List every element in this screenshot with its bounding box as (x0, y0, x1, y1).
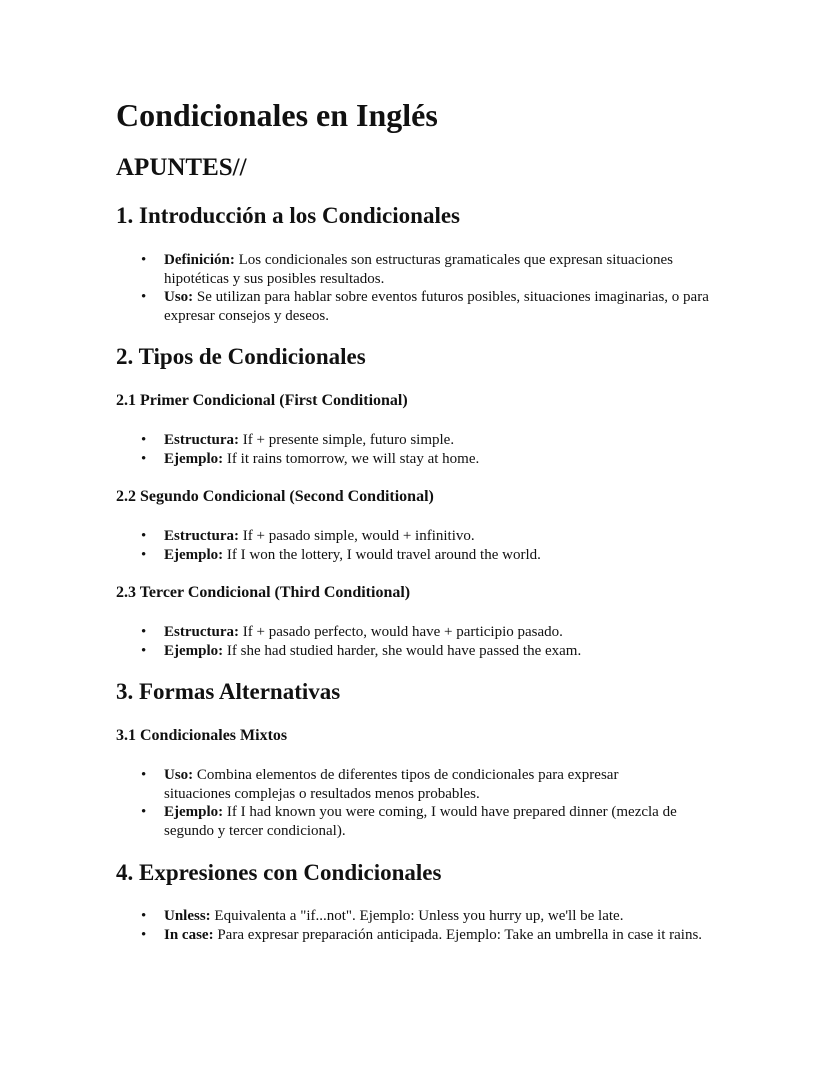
item-text: Se utilizan para hablar sobre eventos futuros posibles, situaciones imaginarias, o para expresar consejos y deseos. (164, 289, 709, 324)
bullet-icon: • (141, 926, 147, 943)
bullet-icon: • (141, 252, 147, 268)
subsection-2-1-heading: 2.1 Primer Condicional (First Conditional) (116, 392, 408, 409)
section-4-list (116, 907, 726, 944)
subsection-2-2-list (116, 527, 726, 564)
item-text: If I won the lottery, I would travel around the world. (223, 546, 541, 563)
subsection-3-1-heading: 3.1 Condicionales Mixtos (116, 727, 288, 744)
item-text: If + presente simple, futuro simple. (239, 432, 455, 448)
subsection-2-3-list (116, 623, 726, 660)
section-3-heading: 3. Formas Alternativas (116, 679, 341, 704)
item-label: Estructura: (164, 624, 239, 640)
item-text: If she had studied harder, she would have passed the exam. (223, 642, 582, 659)
section-2-heading: 2. Tipos de Condicionales (116, 344, 366, 369)
item-label: Ejemplo: (164, 546, 224, 563)
item-text: Para expresar preparación anticipada. Ejemplo: Take an umbrella in case it rains. (213, 926, 703, 943)
item-label: Unless: (164, 908, 211, 924)
section-4-heading: 4. Expresiones con Condicionales (116, 860, 442, 885)
bullet-icon: • (141, 450, 147, 467)
bullet-icon: • (141, 908, 147, 924)
list-item (116, 766, 684, 803)
bullet-icon: • (141, 289, 147, 305)
bullet-icon: • (141, 624, 147, 640)
list-item (116, 546, 724, 565)
list-item (116, 431, 724, 450)
item-label: In case: (164, 926, 214, 943)
item-label: Estructura: (164, 432, 239, 448)
item-text: If I had known you were coming, I would have prepared dinner (mezcla de segundo y tercer condicional). (164, 804, 677, 839)
notes-heading: APUNTES// (116, 154, 247, 181)
bullet-icon: • (141, 767, 147, 783)
bullet-icon: • (141, 642, 147, 659)
section-1-heading: 1. Introducción a los Condicionales (116, 203, 460, 228)
subsection-2-3-heading: 2.3 Tercer Condicional (Third Conditional) (116, 584, 411, 601)
bullet-icon: • (141, 528, 147, 544)
item-label: Definición: (164, 252, 235, 268)
item-text: If + pasado perfecto, would have + participio pasado. (239, 624, 563, 640)
list-item (116, 803, 724, 840)
list-item (116, 251, 704, 288)
bullet-icon: • (141, 546, 147, 563)
item-text: If it rains tomorrow, we will stay at home. (223, 450, 480, 467)
item-label: Uso: (164, 289, 194, 305)
item-text: Equivalenta a "if...not". Ejemplo: Unless you hurry up, we'll be late. (210, 908, 624, 924)
item-label: Estructura: (164, 528, 239, 544)
list-item (116, 623, 724, 642)
bullet-icon: • (141, 804, 147, 820)
subsection-2-1-list (116, 431, 726, 468)
list-item (116, 926, 724, 945)
item-label: Ejemplo: (164, 804, 224, 820)
page-title: Condicionales en Inglés (116, 97, 438, 133)
item-text: Los condicionales son estructuras gramaticales que expresan situaciones hipotéticas y sus posibles resultados. (164, 252, 674, 287)
item-label: Ejemplo: (164, 450, 224, 467)
section-1-list (116, 251, 726, 325)
subsection-2-2-heading: 2.2 Segundo Condicional (Second Conditional) (116, 488, 434, 505)
list-item (116, 642, 724, 661)
list-item (116, 907, 724, 926)
list-item (116, 288, 724, 325)
item-text: Combina elementos de diferentes tipos de condicionales para expresar situaciones complejas o resultados menos probables. (164, 767, 619, 802)
list-item (116, 527, 724, 546)
item-label: Ejemplo: (164, 642, 224, 659)
subsection-3-1-list (116, 766, 726, 840)
bullet-icon: • (141, 432, 147, 448)
item-label: Uso: (164, 767, 194, 783)
item-text: If + pasado simple, would + infinitivo. (239, 528, 475, 544)
list-item (116, 450, 724, 469)
